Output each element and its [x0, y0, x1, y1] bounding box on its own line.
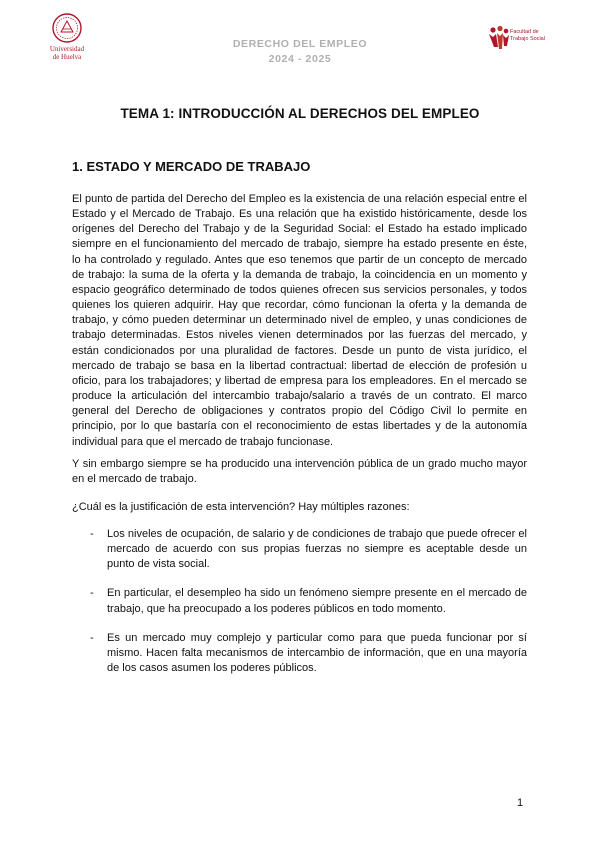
- list-item: [72, 586, 527, 616]
- paragraph-intervention: Y sin embargo siempre se ha producido una intervención pública de un grado mucho mayor en el mercado de trabajo.: [72, 458, 527, 486]
- list-item: [72, 631, 527, 676]
- section-title: 1. ESTADO Y MERCADO DE TRABAJO: [72, 159, 311, 174]
- list-item: [72, 527, 527, 572]
- paragraph-intro: El punto de partida del Derecho del Empleo es la existencia de una relación especial entre el Estado y el Mercado de Trabajo. Es una relación que ha existido históricamente, desde los orígenes del Derecho del Trabajo y de la Seguridad Social: el Estado ha estado implicado siempre en el funcionamiento del mercado de trabajo, siempre ha estado presente en éste, lo ha controlado y regulado. Antes que eso tenemos que partir de un concepto de mercado de trabajo: la suma de la oferta y la demanda de trabajo, la coincidencia en un momento y espacio geográfico determinado de todos quienes ofrecen sus servicios personales, y todos quienes los quieren adquirir. Hay que recordar, cómo funcionan la oferta y la demanda de trabajo, y cómo pueden determinar un determinado nivel de empleo, y unas condiciones de trabajo determinadas. Estos niveles vienen determinados por las fuerzas del mercado, y están condicionados por una pluralidad de factores. Desde un punto de vista jurídico, el mercado de trabajo se basa en la libertad contractual: libertad de elección de profesión u oficio, para los trabajadores; y libertad de empresa para los empleadores. En el mercado se produce la articulación del intercambio trabajo/salario a través de un contrato. El marco general del Derecho de obligaciones y contratos propio del Código Civil lo permite en principio, por lo que bastaría con el reconocimiento de estas libertades y de la autonomía individual para que el mercado de trabajo funcionase.: [72, 193, 527, 448]
- document-title: TEMA 1: INTRODUCCIÓN AL DERECHOS DEL EMPLEO: [120, 106, 480, 121]
- course-name: DERECHO DEL EMPLEO: [232, 38, 368, 50]
- list-item-text: En particular, el desempleo ha sido un fenómeno siempre presente en el mercado de trabajo, que ha preocupado a los poderes públicos en todo momento.: [107, 587, 527, 615]
- faculty-logo: [487, 25, 577, 51]
- paragraph-question: ¿Cuál es la justificación de esta intervención? Hay múltiples razones:: [72, 501, 410, 513]
- faculty-name-line1: Facultad de: [510, 29, 539, 35]
- list-item-text: Los niveles de ocupación, de salario y de condiciones de trabajo que puede ofrecer el mercado de acuerdo con sus propias fuerzas no siempre es aceptable desde un punto de vista social.: [107, 528, 527, 571]
- university-name-line1: Universidad: [49, 45, 85, 53]
- faculty-figures-icon: [487, 25, 511, 51]
- bullet-marker: -: [90, 587, 94, 600]
- academic-year: 2024 - 2025: [268, 53, 332, 65]
- bullet-marker: -: [90, 528, 94, 540]
- faculty-name-line2: Trabajo Social: [510, 36, 545, 42]
- reasons-list: [72, 527, 527, 690]
- university-name-line2: de Huelva: [52, 52, 82, 61]
- bullet-marker: -: [90, 631, 94, 644]
- page-number: 1: [517, 797, 524, 809]
- list-item-text: Es un mercado muy complejo y particular como para que pueda funcionar por sí mismo. Hacen falta mecanismos de intercambio de información, que en una mayoría de los casos asumen los poderes públicos.: [107, 631, 527, 675]
